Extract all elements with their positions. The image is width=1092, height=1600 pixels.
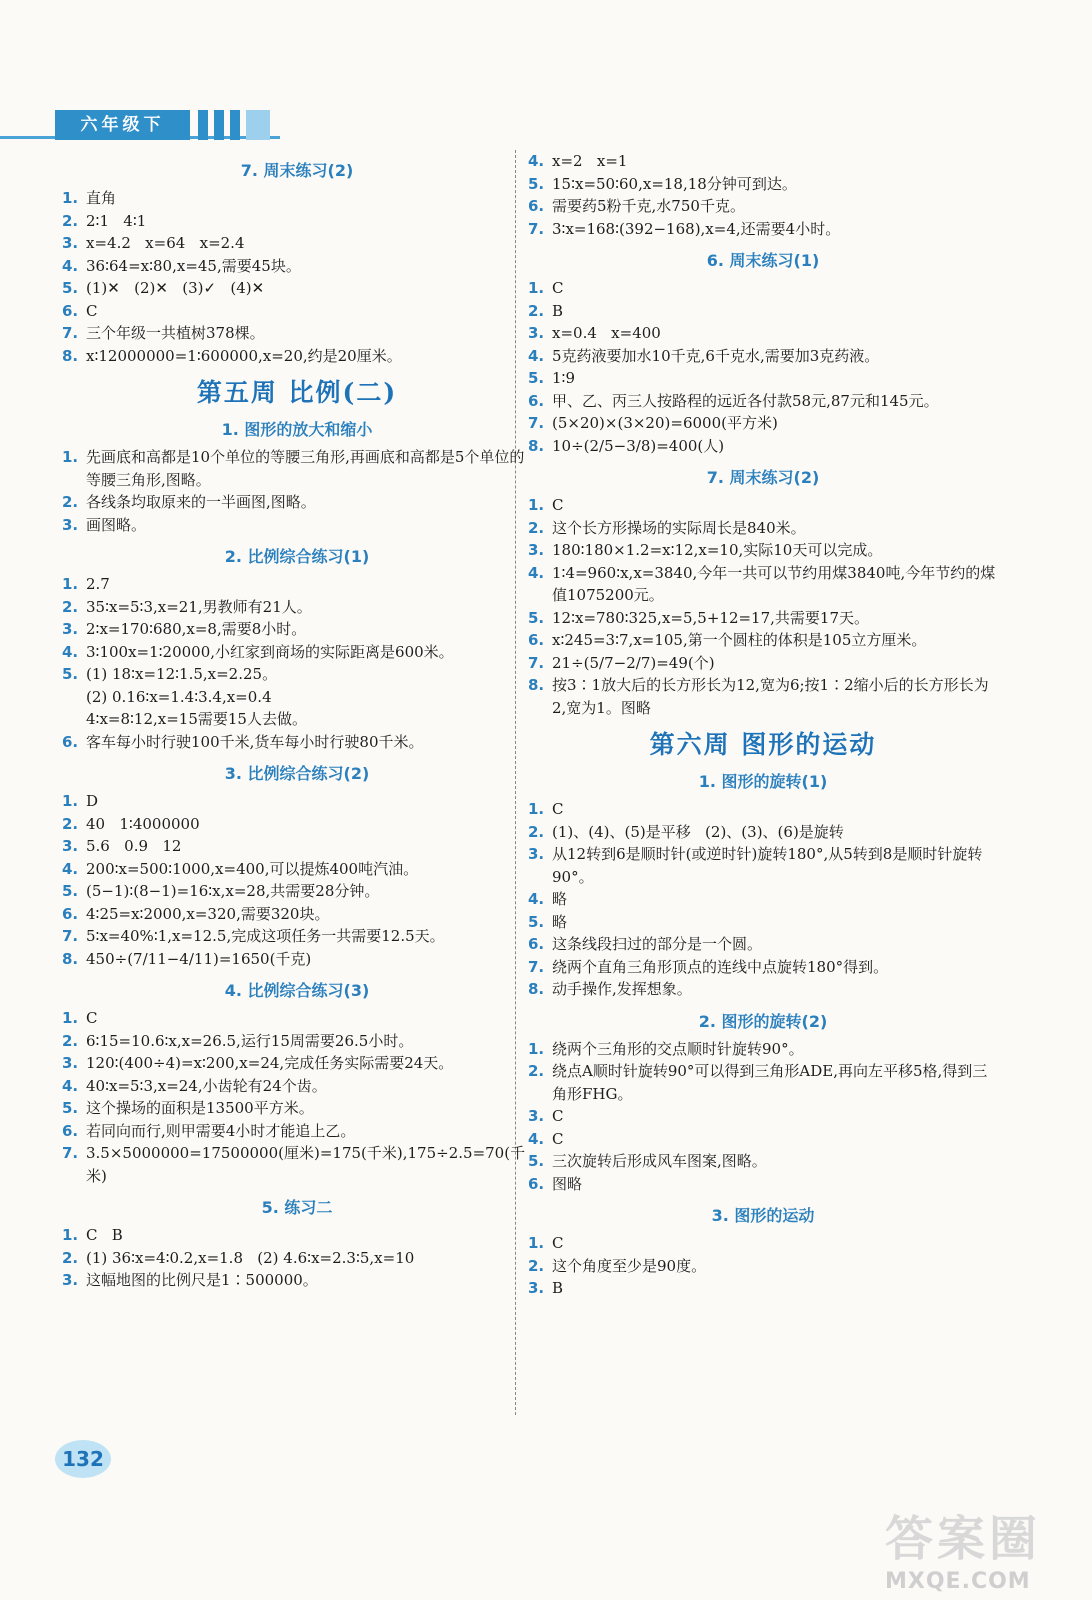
answer-number: 1. [528,1234,545,1252]
answer-number: 2. [528,1062,545,1080]
answer-item [62,573,532,596]
answer-text: 1∶9 [552,369,575,387]
answer-number: 5. [62,665,79,683]
watermark-text: 答案圈 [885,1511,1042,1567]
answer-text: 客车每小时行驶100千米,货车每小时行驶80千米。 [86,732,424,751]
answer-item [62,663,532,708]
answer-item [62,1052,532,1075]
section-title: 1. 图形的放大和缩小 [221,420,373,439]
answer-number: 7. [62,324,79,342]
answer-item [62,835,532,858]
answer-number: 2. [62,1031,79,1050]
answer-text: D [86,792,99,810]
answer-number: 2. [528,822,545,841]
answer-number: 2. [62,493,79,511]
grade-label: 六年级下 [55,110,190,140]
answer-item [528,412,998,435]
answer-text: 4∶25=x∶2000,x=320,需要320块。 [86,904,330,923]
answer-text: 直角 [86,189,117,207]
answer-number: 2. [528,1256,545,1275]
answer-item [62,1097,532,1120]
answer-item [528,218,998,241]
week-title: 第六周 图形的运动 [649,730,877,759]
answer-number: 5. [62,882,79,900]
answer-number: 1. [62,1226,79,1244]
answer-number: 3. [62,515,79,534]
answer-number: 4. [528,1129,545,1148]
page-number-badge [55,1440,111,1478]
section-title: 2. 比例综合练习(1) [224,547,370,566]
answer-number: 5. [528,912,545,931]
answer-item [62,1007,532,1030]
answer-item [62,1030,532,1053]
answer-number: 7. [528,219,545,238]
answer-text: 按3∶1放大后的长方形长为12,宽为6;按1∶2缩小后的长方形长为2,宽为1。图略 [552,676,989,717]
answer-item [528,435,998,458]
answer-number: 6. [528,391,545,410]
section-title: 7. 周末练习(2) [240,161,354,180]
page-number: 132 [62,1447,104,1471]
answer-number: 2. [62,1248,79,1267]
answer-item [528,956,998,979]
answer-item [62,1269,532,1292]
answer-item [528,345,998,368]
answer-text: (1)✕ (2)✕ (3)✓ (4)✕ [86,279,265,297]
answer-number: 3. [62,1271,79,1289]
answer-number: 7. [62,1144,79,1162]
answer-text: 从12转到6是顺时针(或逆时针)旋转180°,从5转到8是顺时针旋转90°。 [552,845,983,886]
answer-item [62,277,532,300]
banner-bars-decoration [198,110,276,140]
answer-number: 1. [528,800,545,818]
answer-number: 6. [528,197,545,215]
answer-text: 6∶15=10.6∶x,x=26.5,运行15周需要26.5小时。 [86,1031,414,1050]
answer-item [528,1128,998,1151]
answer-number: 8. [62,346,79,365]
answer-number: 5. [528,369,545,387]
answer-item [528,1232,998,1255]
answer-item [62,1120,532,1143]
answer-text: C [552,1129,564,1148]
answer-item [62,813,532,836]
week-title: 第五周 比例(二) [196,378,398,407]
answer-item [62,858,532,881]
answer-text: 绕两个直角三角形顶点的连线中点旋转180°得到。 [552,957,889,976]
answer-number: 1. [528,279,545,297]
answer-text: 这个长方形操场的实际周长是840米。 [552,518,806,537]
answer-item [62,1142,532,1187]
answer-text: 4∶x=8∶12,x=15需要15人去做。 [86,710,307,728]
answer-text: (1) 18∶x=12∶1.5,x=2.25。 (2) 0.16∶x=1.4∶3.4,x=0.4 [86,665,278,706]
answer-item [528,367,998,390]
answer-item [528,277,998,300]
answer-number: 3. [528,324,545,342]
answer-number: 1. [62,189,79,207]
answer-text: 略 [552,890,568,908]
answer-item [62,925,532,948]
answer-number: 5. [528,608,545,627]
answer-item [528,978,998,1001]
answer-number: 3. [62,837,79,855]
answer-item [62,790,532,813]
answer-number: 1. [62,792,79,810]
answer-text: 3∶100x=1∶20000,小红家到商场的实际距离是600米。 [86,642,454,661]
section-title: 3. 图形的运动 [711,1206,815,1225]
section-title: 2. 图形的旋转(2) [698,1011,828,1031]
answer-text: 5克药液要加水10千克,6千克水,需要加3克药液。 [552,346,880,365]
answer-number [62,708,86,731]
answer-item [62,210,532,233]
answer-item [528,629,998,652]
answer-number: 7. [62,927,79,945]
answer-text: 图略 [552,1174,583,1193]
answer-item [528,652,998,675]
grade-banner [0,110,280,140]
answer-number: 4. [528,346,545,365]
answer-number: 2. [528,518,545,537]
answer-number: 1. [62,1009,79,1027]
answer-text: C [552,800,564,818]
answer-item [528,517,998,540]
answer-text: 1∶4=960∶x,x=3840,今年一共可以节约用煤3840吨,今年节约的煤值1075200元。 [552,563,996,604]
answer-text: 这个操场的面积是13500平方米。 [86,1099,314,1117]
answer-text: 动手操作,发挥想象。 [552,980,692,998]
answer-text: 10÷(2/5−3/8)=400(人) [552,436,725,455]
answer-item [528,562,998,607]
answer-item [528,607,998,630]
answer-text: 40 1∶4000000 [86,814,200,833]
answer-number: 6. [62,1121,79,1140]
answer-text: C [552,1234,564,1252]
answer-item [62,708,532,731]
answer-item [62,446,532,491]
answer-text: x=2 x=1 [552,152,628,170]
answer-number: 5. [528,1152,545,1170]
answer-item [62,345,532,368]
answer-item [528,1277,998,1300]
watermark-url: MXQE.COM [885,1569,1031,1594]
answer-item [528,798,998,821]
answer-item [62,880,532,903]
right-column [528,150,998,1300]
answer-item [62,1224,532,1247]
answer-text: B [552,1279,564,1297]
answer-text: 200∶x=500∶1000,x=400,可以提炼400吨汽油。 [86,859,419,878]
answer-item [528,821,998,844]
answer-text: 12∶x=780∶325,x=5,5+12=17,共需要17天。 [552,608,870,627]
answer-number: 3. [528,1107,545,1125]
answer-item [62,731,532,754]
answer-text: 这条线段扫过的部分是一个圆。 [552,935,763,953]
answer-text: C [86,1009,98,1027]
answer-item [62,491,532,514]
answer-number: 1. [528,1039,545,1058]
answer-item [62,232,532,255]
answer-number: 4. [528,563,545,582]
answer-text: 180∶180×1.2=x∶12,x=10,实际10天可以完成。 [552,541,883,559]
answer-text: 先画底和高都是10个单位的等腰三角形,再画底和高都是5个单位的等腰三角形,图略。 [86,448,525,489]
answer-number: 1. [528,496,545,514]
section-title: 4. 比例综合练习(3) [224,981,370,1000]
answer-text: 21÷(5/7−2/7)=49(个) [552,653,715,672]
answer-item [528,390,998,413]
answer-item [528,150,998,173]
answer-text: 这幅地图的比例尺是1∶500000。 [86,1271,318,1289]
answer-number: 4. [528,152,545,170]
answer-item [62,300,532,323]
answer-number: 6. [62,301,79,320]
answer-item [528,843,998,888]
answer-text: 120∶(400÷4)=x∶200,x=24,完成任务实际需要24天。 [86,1054,454,1072]
answer-number: 5. [62,1099,79,1117]
answer-text: 15∶x=50∶60,x=18,18分钟可到达。 [552,174,797,193]
answer-number: 4. [528,890,545,908]
answer-text: 36∶64=x∶80,x=45,需要45块。 [86,256,301,275]
answer-text: 3.5×5000000=17500000(厘米)=175(千米),175÷2.5=70(千米) [86,1144,526,1185]
answer-number: 2. [528,301,545,320]
answer-item [62,641,532,664]
answer-item [528,1038,998,1061]
answer-item [528,1150,998,1173]
answer-item [528,539,998,562]
answer-item [62,618,532,641]
answer-text: x=0.4 x=400 [552,324,661,342]
answer-text: C B [86,1226,123,1244]
answer-item [528,1173,998,1196]
answer-item [528,494,998,517]
answer-number: 2. [62,597,79,616]
answer-text: C [86,301,98,320]
answer-text: C [552,279,564,297]
answer-item [528,1105,998,1128]
watermark-logo [885,1500,1085,1595]
answer-text: 绕两个三角形的交点顺时针旋转90°。 [552,1039,804,1058]
answer-text: 甲、乙、丙三人按路程的远近各付款58元,87元和145元。 [552,391,939,410]
answer-text: 需要药5粉千克,水750千克。 [552,197,745,215]
answer-item [62,255,532,278]
answer-text: 若同向而行,则甲需要4小时才能追上乙。 [86,1121,356,1140]
answer-number: 3. [62,620,79,638]
answer-item [62,948,532,971]
answer-text: 450÷(7/11−4/11)=1650(千克) [86,949,312,968]
answer-text: B [552,301,564,320]
answer-text: 这个角度至少是90度。 [552,1256,707,1275]
answer-number: 5. [62,279,79,297]
answer-number: 3. [528,845,545,863]
section-title: 7. 周末练习(2) [706,468,820,487]
answer-number: 6. [528,1174,545,1193]
answer-number: 2. [62,211,79,230]
answer-text: 2∶1 4∶1 [86,211,147,230]
answer-text: C [552,496,564,514]
answer-text: 3∶x=168∶(392−168),x=4,还需要4小时。 [552,219,841,238]
answer-item [528,933,998,956]
answer-number: 5. [528,174,545,193]
answer-number: 8. [528,980,545,998]
answer-item [62,514,532,537]
answer-item [62,1247,532,1270]
answer-number: 7. [528,414,545,432]
answer-text: 各线条均取原来的一半画图,图略。 [86,493,316,511]
answer-number: 6. [528,935,545,953]
answer-text: 40∶x=5∶3,x=24,小齿轮有24个齿。 [86,1076,327,1095]
answer-item [528,300,998,323]
answer-text: x=4.2 x=64 x=2.4 [86,234,245,252]
answer-item [62,1075,532,1098]
answer-item [528,888,998,911]
answer-number: 3. [62,234,79,252]
answer-text: 绕点A顺时针旋转90°可以得到三角形ADE,再向左平移5格,得到三角形FHG。 [552,1062,988,1103]
answer-text: (5−1)∶(8−1)=16∶x,x=28,共需要28分钟。 [86,882,380,900]
answer-item [528,1255,998,1278]
left-column [62,150,532,1292]
answer-text: 2.7 [86,575,110,593]
answer-item [528,173,998,196]
answer-text: 略 [552,912,568,931]
answer-item [528,195,998,218]
answer-text: 35∶x=5∶3,x=21,男教师有21人。 [86,597,312,616]
answer-number: 8. [62,949,79,968]
answer-item [62,322,532,345]
answer-number: 1. [62,448,79,466]
answer-number: 7. [528,653,545,672]
answer-number: 6. [62,904,79,923]
answer-item [62,596,532,619]
answer-item [62,903,532,926]
section-title: 6. 周末练习(1) [706,251,820,270]
answer-text: C [552,1107,564,1125]
answer-number: 4. [62,859,79,878]
answer-text: 三次旋转后形成风车图案,图略。 [552,1152,767,1170]
answer-text: 5∶x=40%∶1,x=12.5,完成这项任务一共需要12.5天。 [86,927,445,945]
answer-text: (5×20)×(3×20)=6000(平方米) [552,414,778,432]
answer-item [528,1060,998,1105]
section-title: 3. 比例综合练习(2) [224,764,370,783]
answer-number: 3. [528,541,545,559]
answer-number: 7. [528,957,545,976]
answer-number: 6. [62,732,79,751]
answer-text: 三个年级一共植树378棵。 [86,324,265,342]
answer-text: x∶245=3∶7,x=105,第一个圆柱的体积是105立方厘米。 [552,631,927,649]
answer-text: 2∶x=170∶680,x=8,需要8小时。 [86,620,307,638]
section-title: 5. 练习二 [261,1198,333,1217]
answer-number: 3. [62,1054,79,1072]
answer-item [528,674,998,719]
answer-number: 4. [62,256,79,275]
answer-number: 8. [528,436,545,455]
answer-item [528,322,998,345]
answer-text: 画图略。 [86,515,147,534]
answer-item [62,187,532,210]
answer-number: 6. [528,631,545,649]
answer-number: 4. [62,1076,79,1095]
answer-number: 2. [62,814,79,833]
section-title: 1. 图形的旋转(1) [698,772,828,791]
answer-text: (1)、(4)、(5)是平移 (2)、(3)、(6)是旋转 [552,822,844,841]
answer-text: 5.6 0.9 12 [86,837,182,855]
answer-number: 3. [528,1279,545,1297]
answer-text: (1) 36∶x=4∶0.2,x=1.8 (2) 4.6∶x=2.3∶5,x=10 [86,1248,415,1267]
answer-number: 8. [528,676,545,694]
answer-text: x∶12000000=1∶600000,x=20,约是20厘米。 [86,346,402,365]
answer-number: 1. [62,575,79,593]
answer-item [528,911,998,934]
answer-number: 4. [62,642,79,661]
